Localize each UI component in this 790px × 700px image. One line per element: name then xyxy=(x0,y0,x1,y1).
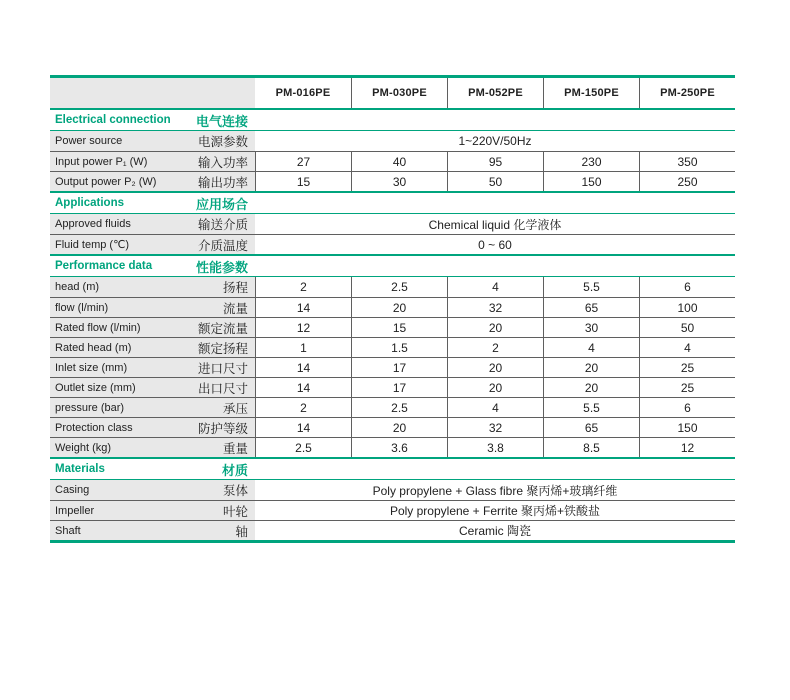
cell-value: 5.5 xyxy=(543,398,639,417)
row-label-en: Fluid temp (℃) xyxy=(55,239,130,251)
row-label xyxy=(50,318,255,337)
row-label-en: Inlet size (mm) xyxy=(55,361,128,374)
cell-value: 2 xyxy=(447,338,543,357)
cell-value: 17 xyxy=(351,378,447,397)
table-row xyxy=(50,277,735,297)
row-label-en: pressure (bar) xyxy=(55,401,125,414)
row-label-en: head (m) xyxy=(55,281,100,293)
cell-value: 250 xyxy=(639,172,735,191)
cell-value: 4 xyxy=(447,277,543,297)
cell-value: 8.5 xyxy=(543,438,639,457)
section-title-zh: 材质 xyxy=(221,462,248,478)
cell-value: 1.5 xyxy=(351,338,447,357)
cell-value: 25 xyxy=(639,378,735,397)
cell-value: 20 xyxy=(543,378,639,397)
cell-value: 150 xyxy=(639,418,735,437)
row-label-en: Input power P₁ (W) xyxy=(55,155,148,168)
cell-value: 32 xyxy=(447,298,543,317)
row-label xyxy=(50,418,255,437)
cell-value: 14 xyxy=(255,378,351,397)
cell-value: 12 xyxy=(255,318,351,337)
cell-value: 30 xyxy=(351,172,447,191)
section-header-row xyxy=(50,110,735,131)
table-row xyxy=(50,214,735,234)
cell-value: 350 xyxy=(639,152,735,171)
row-label-en: Rated flow (l/min) xyxy=(55,321,141,334)
row-label xyxy=(50,172,255,191)
cell-value: 4 xyxy=(447,398,543,417)
section-title-zh: 电气连接 xyxy=(195,113,248,129)
cell-value: 6 xyxy=(639,277,735,297)
row-label-en: Outlet size (mm) xyxy=(55,381,136,394)
table-row xyxy=(50,500,735,520)
row-label-en: Power source xyxy=(55,135,123,147)
cell-value: 50 xyxy=(639,318,735,337)
table-row xyxy=(50,131,735,151)
row-label-zh: 防护等级 xyxy=(197,421,248,436)
cell-value: 1 xyxy=(255,338,351,357)
table-header-row xyxy=(50,78,735,108)
row-label-zh: 出口尺寸 xyxy=(197,381,248,396)
section-header-row xyxy=(50,193,735,214)
row-label-en: Protection class xyxy=(55,421,133,434)
cell-value: 3.8 xyxy=(447,438,543,457)
row-label xyxy=(50,152,255,171)
row-label xyxy=(50,235,255,254)
section-materials xyxy=(50,457,735,540)
row-label xyxy=(50,277,255,297)
table-row xyxy=(50,357,735,377)
row-label-zh: 流量 xyxy=(222,301,248,316)
row-label-zh: 介质温度 xyxy=(197,238,248,253)
section-title xyxy=(50,110,255,130)
row-label xyxy=(50,480,255,500)
cell-value: 230 xyxy=(543,152,639,171)
section-title-en: Electrical connection xyxy=(55,114,171,126)
cell-value: 4 xyxy=(543,338,639,357)
cell-value: 65 xyxy=(543,418,639,437)
table-row xyxy=(50,234,735,254)
cell-value: 17 xyxy=(351,358,447,377)
section-header-row xyxy=(50,256,735,277)
row-label-zh: 电源参数 xyxy=(197,135,248,149)
row-label-en: Approved fluids xyxy=(55,218,131,230)
cell-value: 27 xyxy=(255,152,351,171)
row-label xyxy=(50,131,255,151)
cell-value: 20 xyxy=(447,378,543,397)
header-label-spacer xyxy=(50,78,255,108)
section-electrical-connection xyxy=(50,108,735,191)
cell-value: 6 xyxy=(639,398,735,417)
cell-value: 25 xyxy=(639,358,735,377)
table-row xyxy=(50,151,735,171)
table-row xyxy=(50,437,735,457)
table-row xyxy=(50,377,735,397)
cell-span-value: Poly propylene + Ferrite 聚丙烯+铁酸盐 xyxy=(255,501,735,520)
row-label-en: Rated head (m) xyxy=(55,341,132,354)
row-label-zh: 扬程 xyxy=(222,281,248,295)
section-title-zh: 性能参数 xyxy=(195,259,248,275)
table-row xyxy=(50,297,735,317)
cell-value: 95 xyxy=(447,152,543,171)
cell-value: 20 xyxy=(351,298,447,317)
section-title-en: Performance data xyxy=(55,260,153,272)
row-label-zh: 额定流量 xyxy=(197,321,248,336)
cell-value: 2.5 xyxy=(351,398,447,417)
section-applications xyxy=(50,191,735,254)
row-label-zh: 承压 xyxy=(222,401,248,416)
cell-value: 65 xyxy=(543,298,639,317)
row-label xyxy=(50,298,255,317)
table-row xyxy=(50,480,735,500)
row-label xyxy=(50,438,255,457)
cell-span-value: 0 ~ 60 xyxy=(255,235,735,254)
row-label-zh: 轴 xyxy=(235,524,248,539)
cell-span-value: Ceramic 陶瓷 xyxy=(255,521,735,540)
cell-value: 4 xyxy=(639,338,735,357)
cell-value: 30 xyxy=(543,318,639,337)
cell-value: 3.6 xyxy=(351,438,447,457)
column-header: PM-250PE xyxy=(639,78,735,108)
section-title-zh: 应用场合 xyxy=(195,196,248,212)
table-row xyxy=(50,520,735,540)
row-label xyxy=(50,358,255,377)
row-label-zh: 输入功率 xyxy=(197,155,248,170)
row-label-en: Output power P₂ (W) xyxy=(55,175,157,188)
cell-value: 14 xyxy=(255,298,351,317)
column-header: PM-150PE xyxy=(543,78,639,108)
cell-value: 15 xyxy=(255,172,351,191)
cell-value: 20 xyxy=(351,418,447,437)
cell-value: 20 xyxy=(447,358,543,377)
cell-value: 2.5 xyxy=(255,438,351,457)
section-header-row xyxy=(50,459,735,480)
section-performance-data xyxy=(50,254,735,457)
table-row xyxy=(50,337,735,357)
section-title-en: Applications xyxy=(55,197,125,209)
cell-value: 100 xyxy=(639,298,735,317)
spec-table xyxy=(50,75,735,543)
cell-value: 2.5 xyxy=(351,277,447,297)
cell-value: 5.5 xyxy=(543,277,639,297)
cell-value: 40 xyxy=(351,152,447,171)
row-label xyxy=(50,338,255,357)
row-label-zh: 重量 xyxy=(222,441,248,456)
cell-value: 12 xyxy=(639,438,735,457)
row-label xyxy=(50,398,255,417)
row-label-en: Casing xyxy=(55,484,90,496)
cell-value: 15 xyxy=(351,318,447,337)
row-label-zh: 额定扬程 xyxy=(197,341,248,356)
cell-value: 2 xyxy=(255,277,351,297)
row-label xyxy=(50,214,255,234)
cell-value: 32 xyxy=(447,418,543,437)
cell-value: 20 xyxy=(447,318,543,337)
section-title-en: Materials xyxy=(55,463,105,475)
row-label-zh: 叶轮 xyxy=(222,504,248,519)
section-title xyxy=(50,459,255,479)
row-label-zh: 输出功率 xyxy=(197,175,248,190)
cell-span-value: Poly propylene + Glass fibre 聚丙烯+玻璃纤维 xyxy=(255,480,735,500)
cell-value: 14 xyxy=(255,418,351,437)
row-label-en: Impeller xyxy=(55,504,95,517)
cell-value: 50 xyxy=(447,172,543,191)
row-label xyxy=(50,521,255,540)
column-header: PM-030PE xyxy=(351,78,447,108)
table-row xyxy=(50,171,735,191)
section-title xyxy=(50,193,255,213)
cell-value: 14 xyxy=(255,358,351,377)
column-header: PM-016PE xyxy=(255,78,351,108)
cell-value: 150 xyxy=(543,172,639,191)
cell-value: 2 xyxy=(255,398,351,417)
row-label-en: Shaft xyxy=(55,524,81,537)
section-title xyxy=(50,256,255,276)
row-label-zh: 泵体 xyxy=(222,484,248,498)
table-row xyxy=(50,417,735,437)
table-row xyxy=(50,397,735,417)
cell-value: 20 xyxy=(543,358,639,377)
row-label-en: Weight (kg) xyxy=(55,441,112,454)
table-row xyxy=(50,317,735,337)
row-label-zh: 进口尺寸 xyxy=(197,361,248,376)
cell-span-value: 1~220V/50Hz xyxy=(255,131,735,151)
row-label-en: flow (l/min) xyxy=(55,301,109,314)
column-header: PM-052PE xyxy=(447,78,543,108)
row-label xyxy=(50,501,255,520)
row-label-zh: 输送介质 xyxy=(197,218,248,232)
row-label xyxy=(50,378,255,397)
cell-span-value: Chemical liquid 化学液体 xyxy=(255,214,735,234)
